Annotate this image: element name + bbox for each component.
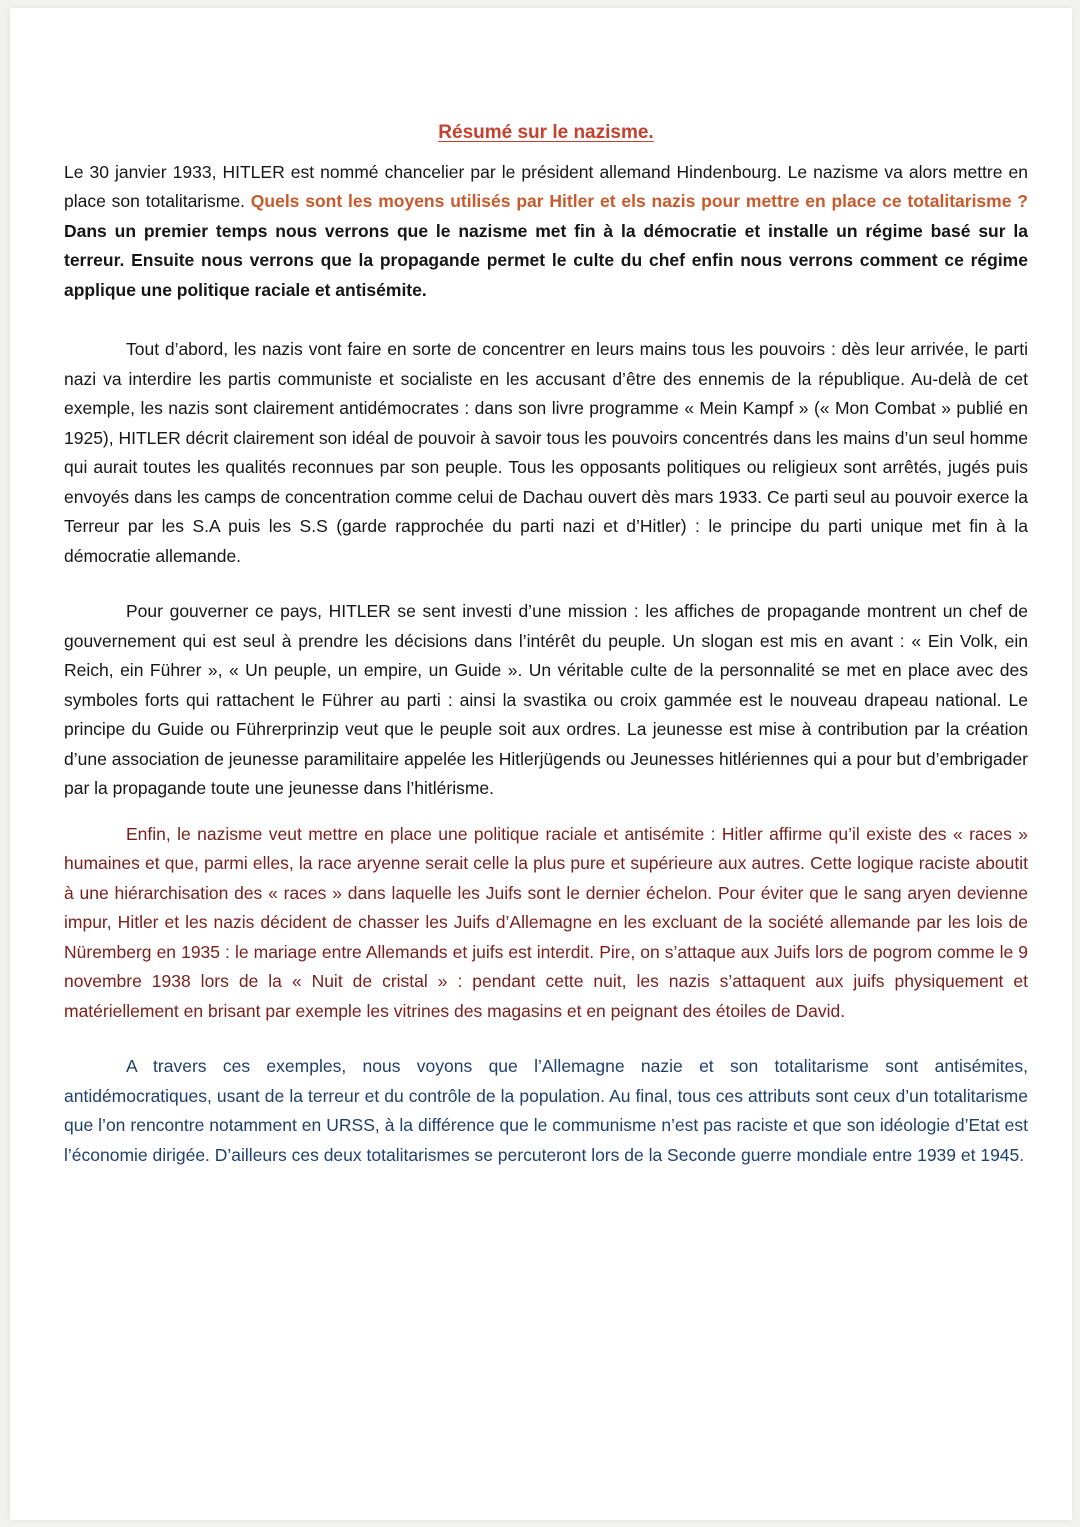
paragraph-racial-policy: Enfin, le nazisme veut mettre en place une politique raciale et antisémite : Hitler affirme qu’il existe des « races » humaines et que, parmi elles, la race aryenne serait celle la plus pure et supérieure aux autres. Cette logique raciste aboutit à une hiérarchisation des « races » dans laquelle les Juifs sont le dernier échelon. Pour éviter que le sang aryen devienne impur, Hitler et les nazis décident de chasser les Juifs d’Allemagne en les excluant de la société allemande par les lois de Nüremberg en 1935 : le mariage entre Allemands et juifs est interdit. Pire, on s’attaque aux Juifs lors de pogrom comme le 9 novembre 1938 lors de la « Nuit de cristal » : pendant cette nuit, les nazis s’attaquent aux juifs physiquement et matériellement en brisant par exemple les vitrines des magasins et en peignant des étoiles de David. [64,823,1028,1021]
document-page [10,8,1072,1520]
paragraph-conclusion: A travers ces exemples, nous voyons que l’Allemagne nazie et son totalitarisme sont antisémites, antidémocratiques, usant de la terreur et du contrôle de la population. Au final, tous ces attributs sont ceux d’un totalitarisme que l’on rencontre notamment en URSS, à la différence que le communisme n’est pas raciste et que son idéologie d’Etat est l’économie dirigée. D’ailleurs ces deux totalitarismes se percuteront lors de la Seconde guerre mondiale entre 1939 et 1945. [64,1056,1028,1165]
intro-plan-first: Dans un premier temps nous verrons que le nazisme met fin à la démocratie et installe un régime basé sur la terreur. [64,220,1028,270]
intro-context: Le 30 janvier 1933, HITLER est nommé chancelier par le président allemand Hindenbourg. Le nazisme va alors mettre en place son totalitarisme. [64,161,1028,211]
intro-plan-second: Ensuite nous verrons que la propagande permet le culte du chef enfin nous verrons comment ce régime applique une politique raciale et antisémite. [64,250,1028,300]
paragraph-propaganda: Pour gouverner ce pays, HITLER se sent investi d’une mission : les affiches de propagande montrent un chef de gouvernement qui est seul à prendre les décisions dans l’intérêt du peuple. Un slogan est mis en avant : « Ein Volk, ein Reich, ein Führer », « Un peuple, un empire, un Guide ». Un véritable culte de la personnalité se met en place avec des symboles forts qui rattachent le Führer au parti : ainsi la svastika ou croix gammée est le nouveau drapeau national. Le principe du Guide ou Führerprinzip veut que le peuple soit aux ordres. La jeunesse est mise à contribution par la création d’une association de jeunesse paramilitaire appelée les Hitlerjügends ou Jeunesses hitlériennes qui a pour but d’embrigader par la propagande toute une jeunesse dans l’hitlérisme. [64,601,1028,798]
page-title: Résumé sur le nazisme. [438,122,654,143]
intro-question: Quels sont les moyens utilisés par Hitler et els nazis pour mettre en place ce totalitarisme ? [250,191,1028,211]
document-content [64,118,1028,1196]
intro-paragraph [64,158,1028,306]
paragraph-democracy: Tout d’abord, les nazis vont faire en sorte de concentrer en leurs mains tous les pouvoirs : dès leur arrivée, le parti nazi va interdire les partis communiste et socialiste en les accusant d’être des ennemis de la république. Au-delà de cet exemple, les nazis sont clairement antidémocrates : dans son livre programme « Mein Kampf » (« Mon Combat » publié en 1925), HITLER décrit clairement son idéal de pouvoir à savoir tous les pouvoirs concentrés dans les mains d’un seul homme qui aurait toutes les qualités reconnues par son peuple. Tous les opposants politiques ou religieux sont arrêtés, jugés puis envoyés dans les camps de concentration comme celui de Dachau ouvert dès mars 1933. Ce parti seul au pouvoir exerce la Terreur par les S.A puis les S.S (garde rapprochée du parti nazi et d’Hitler) : le principe du parti unique met fin à la démocratie allemande. [64,339,1028,566]
